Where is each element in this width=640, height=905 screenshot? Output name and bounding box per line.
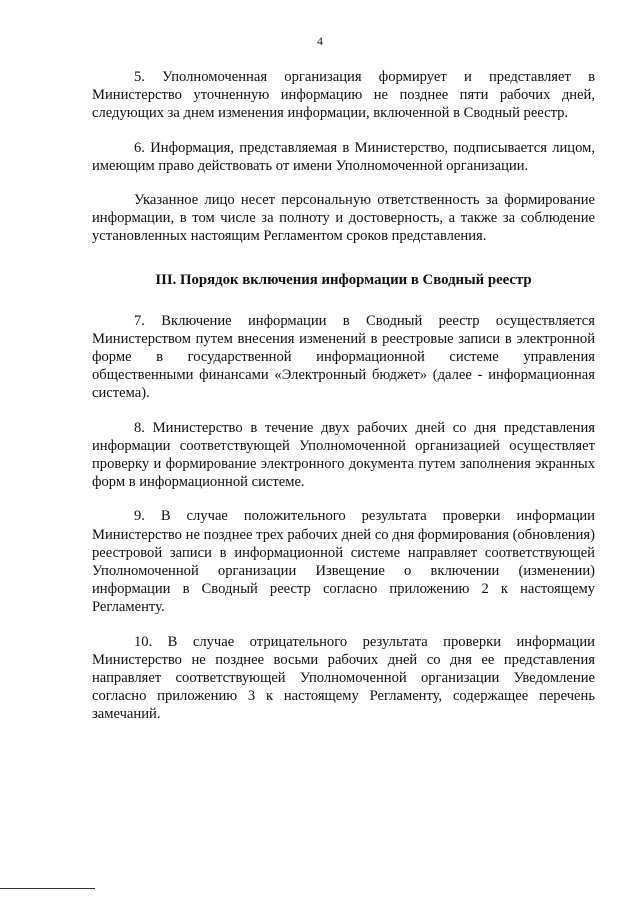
section-heading: III. Порядок включения информации в Сводный реестр [155,271,532,288]
paragraph-8: 8. Министерство в течение двух рабочих дней со дня представления информации соответствующей Уполномоченной организацией осуществляет проверку и формирование электронного документа путем заполнения экранных форм в информационной системе. [92,419,595,491]
paragraph-5: 5. Уполномоченная организация формирует и представляет в Министерство уточненную информацию не позднее пяти рабочих дней, следующих за днем изменения информации, включенной в Сводный реестр. [92,69,595,122]
page-number: 4 [317,34,323,48]
paragraph-10: 10. В случае отрицательного результата проверки информации Министерство не позднее восьми рабочих дней со дня ее представления направляет соответствующей Уполномоченной организации Уведомление согласно приложению 3 к настоящему Регламенту, содержащее перечень замечаний. [92,633,595,723]
paragraph-6: 6. Информация, представляемая в Министерство, подписывается лицом, имеющим право действовать от имени Уполномоченной организации. [92,139,595,174]
paragraph-9: 9. В случае положительного результата проверки информации Министерство не позднее трех рабочих дней со дня формирования (обновления) реестровой записи в информационной системе направляет соответствующей Уполномоченной организации Извещение о включении (изменении) информации в Сводный реестр согласно приложению 2 к настоящему Регламенту. [92,508,595,616]
paragraph-7: 7. Включение информации в Сводный реестр осуществляется Министерством путем внесения изменений в реестровые записи в электронной форме в государственной информационной системе управления общественными финансами «Электронный бюджет» (далее - информационная система). [92,312,595,402]
document-body [92,68,595,724]
paragraph-responsibility: Указанное лицо несет персональную ответственность за формирование информации, в том числе за полноту и достоверность, а также за соблюдение установленных настоящим Регламентом сроков представления. [92,192,595,245]
footnote-separator-line [0,888,95,889]
